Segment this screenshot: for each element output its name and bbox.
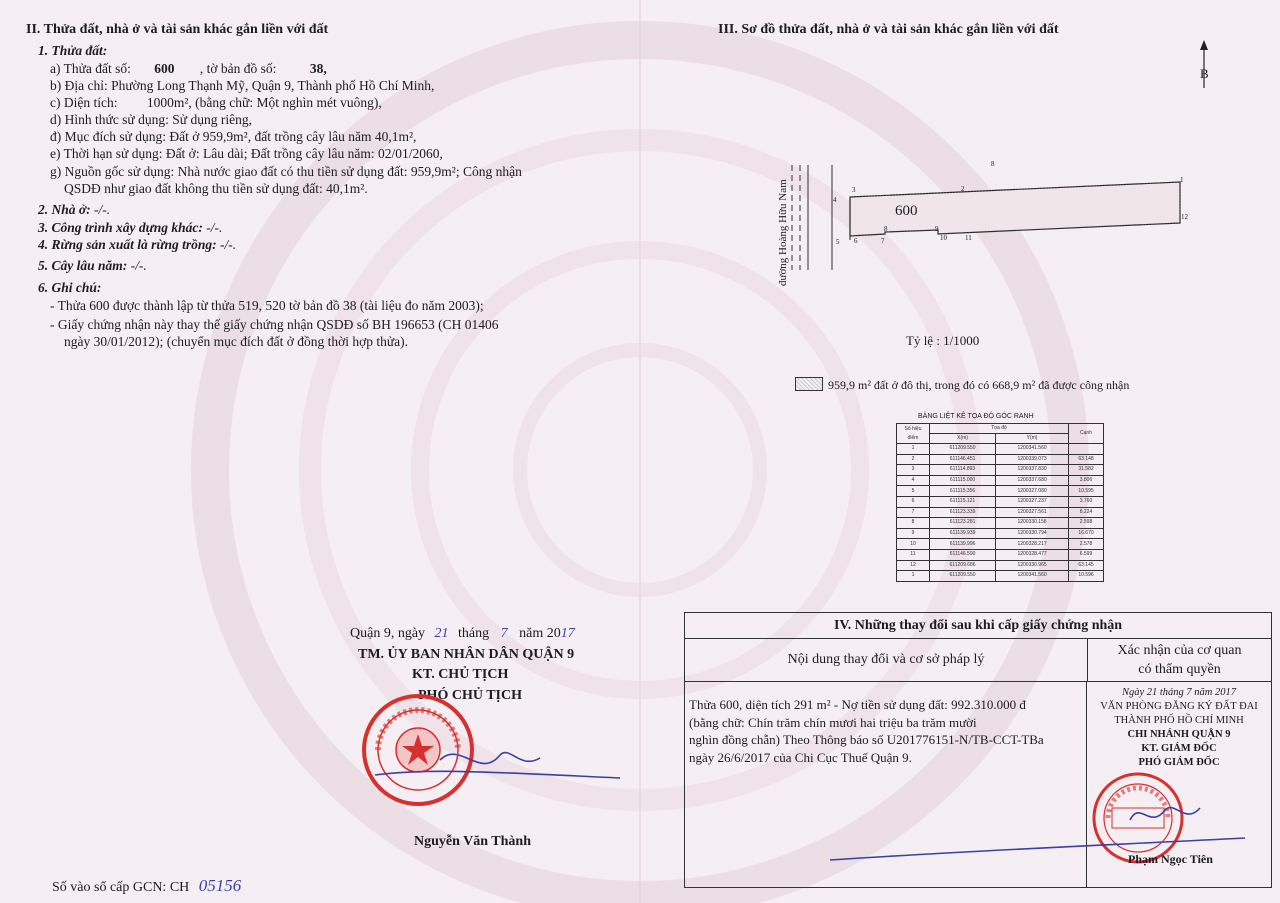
- coord-cell-x: 611209.550: [930, 571, 996, 582]
- sketch-top-label: 8: [991, 160, 995, 168]
- coord-cell-y: 1200341.560: [996, 571, 1069, 582]
- date-day: 21: [434, 626, 449, 641]
- area-row: c) Diện tích: 1000m², (bằng chữ: Một nghìn mét vuông),: [50, 95, 382, 110]
- coord-cell-y: 1200330.965: [996, 560, 1069, 571]
- coord-cell-p: 1: [897, 571, 930, 582]
- point-12: 12: [1181, 213, 1188, 221]
- coord-cell-y: 1200327.561: [996, 507, 1069, 518]
- legend-text: 959,9 m² đất ở đô thị, trong đó có 668,9 m² đã được công nhận: [828, 378, 1130, 392]
- section-ii-title: II. Thửa đất, nhà ở và tài sản khác gắn liền với đất: [26, 22, 329, 37]
- north-arrow-icon: [1194, 40, 1214, 90]
- origin-row-1: g) Nguồn gốc sử dụng: Nhà nước giao đất có thu tiền sử dụng đất: 959,9m²; Công nhận: [50, 164, 522, 179]
- coord-cell-e: 16.670: [1069, 528, 1104, 539]
- coord-cell-x: 611209.686: [930, 560, 996, 571]
- point-10: 10: [940, 234, 947, 242]
- parcel-number-row: a) Thửa đất số: 600 , tờ bản đồ số: 38,: [50, 61, 327, 76]
- coord-table-title: BẢNG LIỆT KÊ TỌA ĐỘ GÓC RANH: [918, 413, 1034, 420]
- coord-table-body: [897, 444, 1104, 582]
- signer-name-right: Phạm Ngọc Tiên: [1128, 852, 1213, 866]
- coord-cell-x: 611139.996: [930, 539, 996, 550]
- coord-cell-x: 611115.356: [930, 486, 996, 497]
- changes-title: IV. Những thay đổi sau khi cấp giấy chứng nhận: [685, 613, 1271, 639]
- usage-term-row: e) Thời hạn sử dụng: Đất ở: Lâu dài; Đất trồng cây lâu năm: 02/01/2060,: [50, 146, 443, 161]
- coord-cell-x: 611114.893: [930, 465, 996, 476]
- coord-cell-y: 1200327.237: [996, 496, 1069, 507]
- usage-purpose-row: đ) Mục đích sử dụng: Đất ở 959,9m², đất trồng cây lâu năm 40,1m²,: [50, 129, 417, 144]
- parcel-heading: 1. Thửa đất:: [38, 43, 108, 58]
- perennial-row: 5. Cây lâu năm: -/-.: [38, 258, 147, 273]
- north-label: B: [1200, 66, 1209, 81]
- coord-row: [897, 518, 1104, 529]
- coord-cell-y: 1200327.080: [996, 486, 1069, 497]
- coord-row: [897, 486, 1104, 497]
- parcel-sketch: [770, 150, 1200, 310]
- coord-header-edge: Cạnh: [1069, 424, 1104, 444]
- coord-row: [897, 549, 1104, 560]
- coord-cell-y: 1200337.830: [996, 465, 1069, 476]
- coord-cell-p: 11: [897, 549, 930, 560]
- coord-cell-e: 8.224: [1069, 507, 1104, 518]
- notes-heading: 6. Ghi chú:: [38, 280, 102, 295]
- scale-label: Tỷ lệ : 1/1000: [906, 333, 980, 348]
- coord-cell-y: 1200341.560: [996, 444, 1069, 455]
- coord-cell-e: 2.578: [1069, 539, 1104, 550]
- register-number-row: Số vào sổ cấp GCN: CH 05156: [52, 876, 242, 895]
- coord-cell-y: 1200328.477: [996, 549, 1069, 560]
- point-5: 5: [836, 238, 840, 246]
- legend-swatch: [795, 377, 823, 391]
- coord-cell-y: 1200337.680: [996, 475, 1069, 486]
- point-3: 3: [852, 186, 856, 194]
- coord-row: [897, 507, 1104, 518]
- signing-vice: PHÓ CHỦ TỊCH: [418, 688, 522, 703]
- changes-col-content: Nội dung thay đổi và cơ sở pháp lý: [685, 639, 1088, 681]
- coord-row: [897, 496, 1104, 507]
- coord-cell-p: 8: [897, 518, 930, 529]
- parcel-number: 600: [154, 61, 175, 76]
- coord-cell-e: 10.595: [1069, 486, 1104, 497]
- coord-header-point: Số hiệu điểm: [897, 424, 930, 444]
- coord-cell-x: 611209.550: [930, 444, 996, 455]
- point-9: 9: [935, 225, 939, 233]
- date-month: 7: [500, 626, 508, 641]
- coord-row: [897, 539, 1104, 550]
- section-iii-title: III. Sơ đồ thửa đất, nhà ở và tài sản khác gắn liền với đất: [718, 22, 1059, 37]
- point-8: 8: [884, 225, 888, 233]
- coord-row: [897, 571, 1104, 582]
- house-row: 2. Nhà ở: -/-.: [38, 202, 111, 217]
- coord-cell-e: 2.598: [1069, 518, 1104, 529]
- point-11: 11: [965, 234, 972, 242]
- coord-table: [896, 423, 1104, 582]
- coord-row: [897, 465, 1104, 476]
- coord-row: [897, 475, 1104, 486]
- changes-confirm: Ngày 21 tháng 7 năm 2017 VĂN PHÒNG ĐĂNG KÝ ĐẤT ĐAI THÀNH PHỐ HỒ CHÍ MINH CHI NHÁNH QUẬN 9 KT. GIÁM ĐỐC PHÓ GIÁM ĐỐC: [1100, 687, 1258, 768]
- date-year: 17: [560, 626, 575, 641]
- coord-cell-x: 611123.281: [930, 518, 996, 529]
- other-construction-row: 3. Công trình xây dựng khác: -/-.: [38, 220, 223, 235]
- map-sheet-number: 38,: [309, 61, 327, 76]
- signing-kt: KT. CHỦ TỊCH: [412, 667, 509, 682]
- coord-cell-e: 31.582: [1069, 465, 1104, 476]
- signer-name-left: Nguyễn Văn Thành: [414, 834, 531, 849]
- note-line-3: ngày 30/01/2012); (chuyển mục đích đất ở đồng thời hợp thửa).: [64, 334, 409, 349]
- coord-cell-p: 2: [897, 454, 930, 465]
- coord-row: [897, 444, 1104, 455]
- point-1: 1: [1180, 176, 1184, 184]
- signing-authority: TM. ỦY BAN NHÂN DÂN QUẬN 9: [358, 647, 575, 662]
- coord-cell-e: 10.596: [1069, 571, 1104, 582]
- register-number: 05156: [198, 876, 242, 895]
- parcel-sketch-label: 600: [895, 203, 918, 219]
- coord-cell-x: 611146.590: [930, 549, 996, 560]
- point-6: 6: [854, 237, 858, 245]
- coord-cell-e: 63.145: [1069, 560, 1104, 571]
- coord-cell-p: 12: [897, 560, 930, 571]
- address-row: b) Địa chỉ: Phường Long Thạnh Mỹ, Quận 9, Thành phố Hồ Chí Minh,: [50, 78, 435, 93]
- road-label: đường Hoàng Hữu Nam: [777, 179, 789, 286]
- coord-cell-p: 5: [897, 486, 930, 497]
- forest-row: 4. Rừng sản xuất là rừng trồng: -/-.: [38, 237, 237, 252]
- coord-cell-x: 611115.121: [930, 496, 996, 507]
- changes-col-confirm: Xác nhận của cơ quan có thẩm quyền: [1117, 643, 1242, 677]
- coord-cell-p: 7: [897, 507, 930, 518]
- coord-cell-y: 1200339.073: [996, 454, 1069, 465]
- coord-cell-p: 6: [897, 496, 930, 507]
- coord-cell-e: [1069, 444, 1104, 455]
- coord-cell-p: 1: [897, 444, 930, 455]
- coord-cell-x: 611146.451: [930, 454, 996, 465]
- coord-header-coord: Tọa độ: [930, 424, 1069, 434]
- signing-date: Quận 9, ngày 21 tháng 7 năm 2017: [350, 626, 575, 641]
- point-4: 4: [833, 196, 837, 204]
- coord-cell-e: 3.806: [1069, 475, 1104, 486]
- note-line-1: - Thửa 600 được thành lập từ thửa 519, 520 tờ bản đồ 38 (tài liệu đo năm 2003);: [50, 298, 484, 313]
- coord-row: [897, 560, 1104, 571]
- coord-cell-y: 1200328.217: [996, 539, 1069, 550]
- origin-row-2: QSDĐ như giao đất không thu tiền sử dụng đất: 40,1m².: [64, 181, 368, 196]
- point-7: 7: [881, 237, 885, 245]
- coord-cell-e: 63.148: [1069, 454, 1104, 465]
- signature-left: [370, 720, 630, 790]
- coord-cell-x: 611115.000: [930, 475, 996, 486]
- coord-cell-e: 3.760: [1069, 496, 1104, 507]
- coord-cell-x: 611123.339: [930, 507, 996, 518]
- coord-cell-y: 1200330.794: [996, 528, 1069, 539]
- coord-row: [897, 454, 1104, 465]
- changes-content: Thửa 600, diện tích 291 m² - Nợ tiền sử dụng đất: 992.310.000 đ (bằng chữ: Chín trăm chín mươi hai triệu ba trăm mười nghìn đồng chẵn) Theo Thông báo số U201776151-N/TB-CCT-TBa ngày 26/6/2017 của Chi Cục Thuế Quận 9.: [685, 682, 1087, 887]
- point-2: 2: [961, 185, 965, 193]
- coord-row: [897, 528, 1104, 539]
- coord-cell-p: 3: [897, 465, 930, 476]
- coord-cell-e: 6.599: [1069, 549, 1104, 560]
- coord-cell-p: 4: [897, 475, 930, 486]
- coord-header-x: X(m): [930, 434, 996, 444]
- usage-form-row: d) Hình thức sử dụng: Sử dụng riêng,: [50, 112, 252, 127]
- note-line-2: - Giấy chứng nhận này thay thế giấy chứng nhận QSDĐ số BH 196653 (CH 01406: [50, 317, 499, 332]
- coord-header-y: Y(m): [996, 434, 1069, 444]
- coord-cell-y: 1200330.158: [996, 518, 1069, 529]
- coord-cell-p: 10: [897, 539, 930, 550]
- coord-cell-p: 9: [897, 528, 930, 539]
- coord-cell-x: 611139.939: [930, 528, 996, 539]
